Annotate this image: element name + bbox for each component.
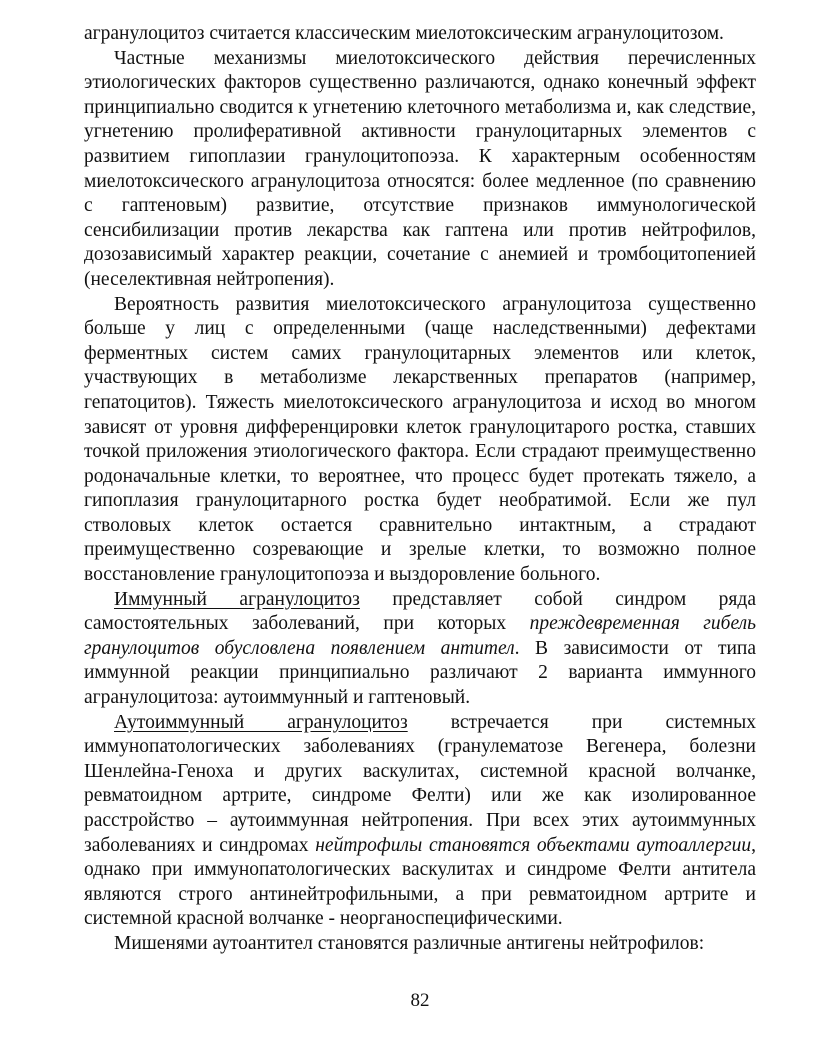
page-number: 82	[410, 990, 430, 1011]
paragraph-3-text-2: . В зависимости от типа иммунной реакции принципиально различают 2 варианта иммунного агранулоцитоза: аутоиммунный и гаптеновый.	[84, 637, 756, 709]
paragraph-5: Мишенями аутоантител становятся различные антигены нейтрофилов:	[114, 932, 705, 954]
term-autoimmune-agranulocytosis: Аутоиммунный агранулоцитоз	[114, 711, 408, 733]
paragraph-3	[84, 588, 756, 711]
paragraph-4-text-1: встречается при системных иммунопатологических заболеваниях (гранулематозе Вегенера, болезни Шенлейна-Геноха и других васкулитах, системной красной волчанке, ревматоидном артрите, синдроме Фелти) или же как изолированное расстройство – аутоиммунная нейтропения. При всех этих аутоиммунных заболеваниях и синдромах	[84, 711, 756, 856]
paragraph-4-text-2: , однако при иммунопатологических васкулитах и синдроме Фелти антитела являются строго антинейтрофильными, а при ревматоидном артрите и системной красной волчанке - неорганоспецифическими.	[84, 834, 756, 930]
paragraph-3-text-1: представляет собой синдром ряда самостоятельных заболеваний, при которых	[84, 588, 756, 635]
term-immune-agranulocytosis: Иммунный агранулоцитоз	[114, 588, 360, 610]
paragraph-4-emphasis: нейтрофилы становятся объектами аутоаллергии	[315, 834, 752, 856]
page-body	[84, 22, 756, 957]
paragraph-3-emphasis: преждевременная гибель гранулоцитов обусловлена появлением антител	[84, 613, 757, 659]
paragraph-0: агранулоцитоз считается классическим миелотоксическим агранулоцитозом.	[84, 23, 724, 44]
paragraph-1: Частные механизмы миелотоксического действия перечисленных этиологических факторов существенно различаются, однако конечный эффект принципиально сводится к угнетению клеточного метаболизма и, как следствие, угнетению пролиферативной активности гранулоцитарных элементов с развитием гипоплазии гранулоцитопоэза. К характерным особенностям миелотоксического агранулоцитоза относятся: более медленное (по сравнению с гаптеновым) развитие, отсутствие признаков иммунологической сенсибилизации против лекарства как гаптена или против нейтрофилов, дозозависимый характер реакции, сочетание с анемией и тромбоцитопенией (неселективная нейтропения).	[84, 47, 756, 290]
paragraph-4	[84, 711, 756, 932]
paragraph-2: Вероятность развития миелотоксического агранулоцитоза существенно больше у лиц с определенными (чаще наследственными) дефектами ферментных систем самих гранулоцитарных элементов или клеток, участвующих в метаболизме лекарственных препаратов (например, гепатоцитов). Тяжесть миелотоксического агранулоцитоза и исход во многом зависят от уровня дифференцировки клеток гранулоцитарого ростка, ставших точкой приложения этиологического фактора. Если страдают преимущественно родоначальные клетки, то вероятнее, что процесс будет протекать тяжело, а гипоплазия гранулоцитарного ростка будет необратимой. Если же пул стволовых клеток остается сравнительно интактным, а страдают преимущественно созревающие и зрелые клетки, то возможно полное восстановление гранулоцитопоэза и выздоровление больного.	[84, 293, 756, 586]
